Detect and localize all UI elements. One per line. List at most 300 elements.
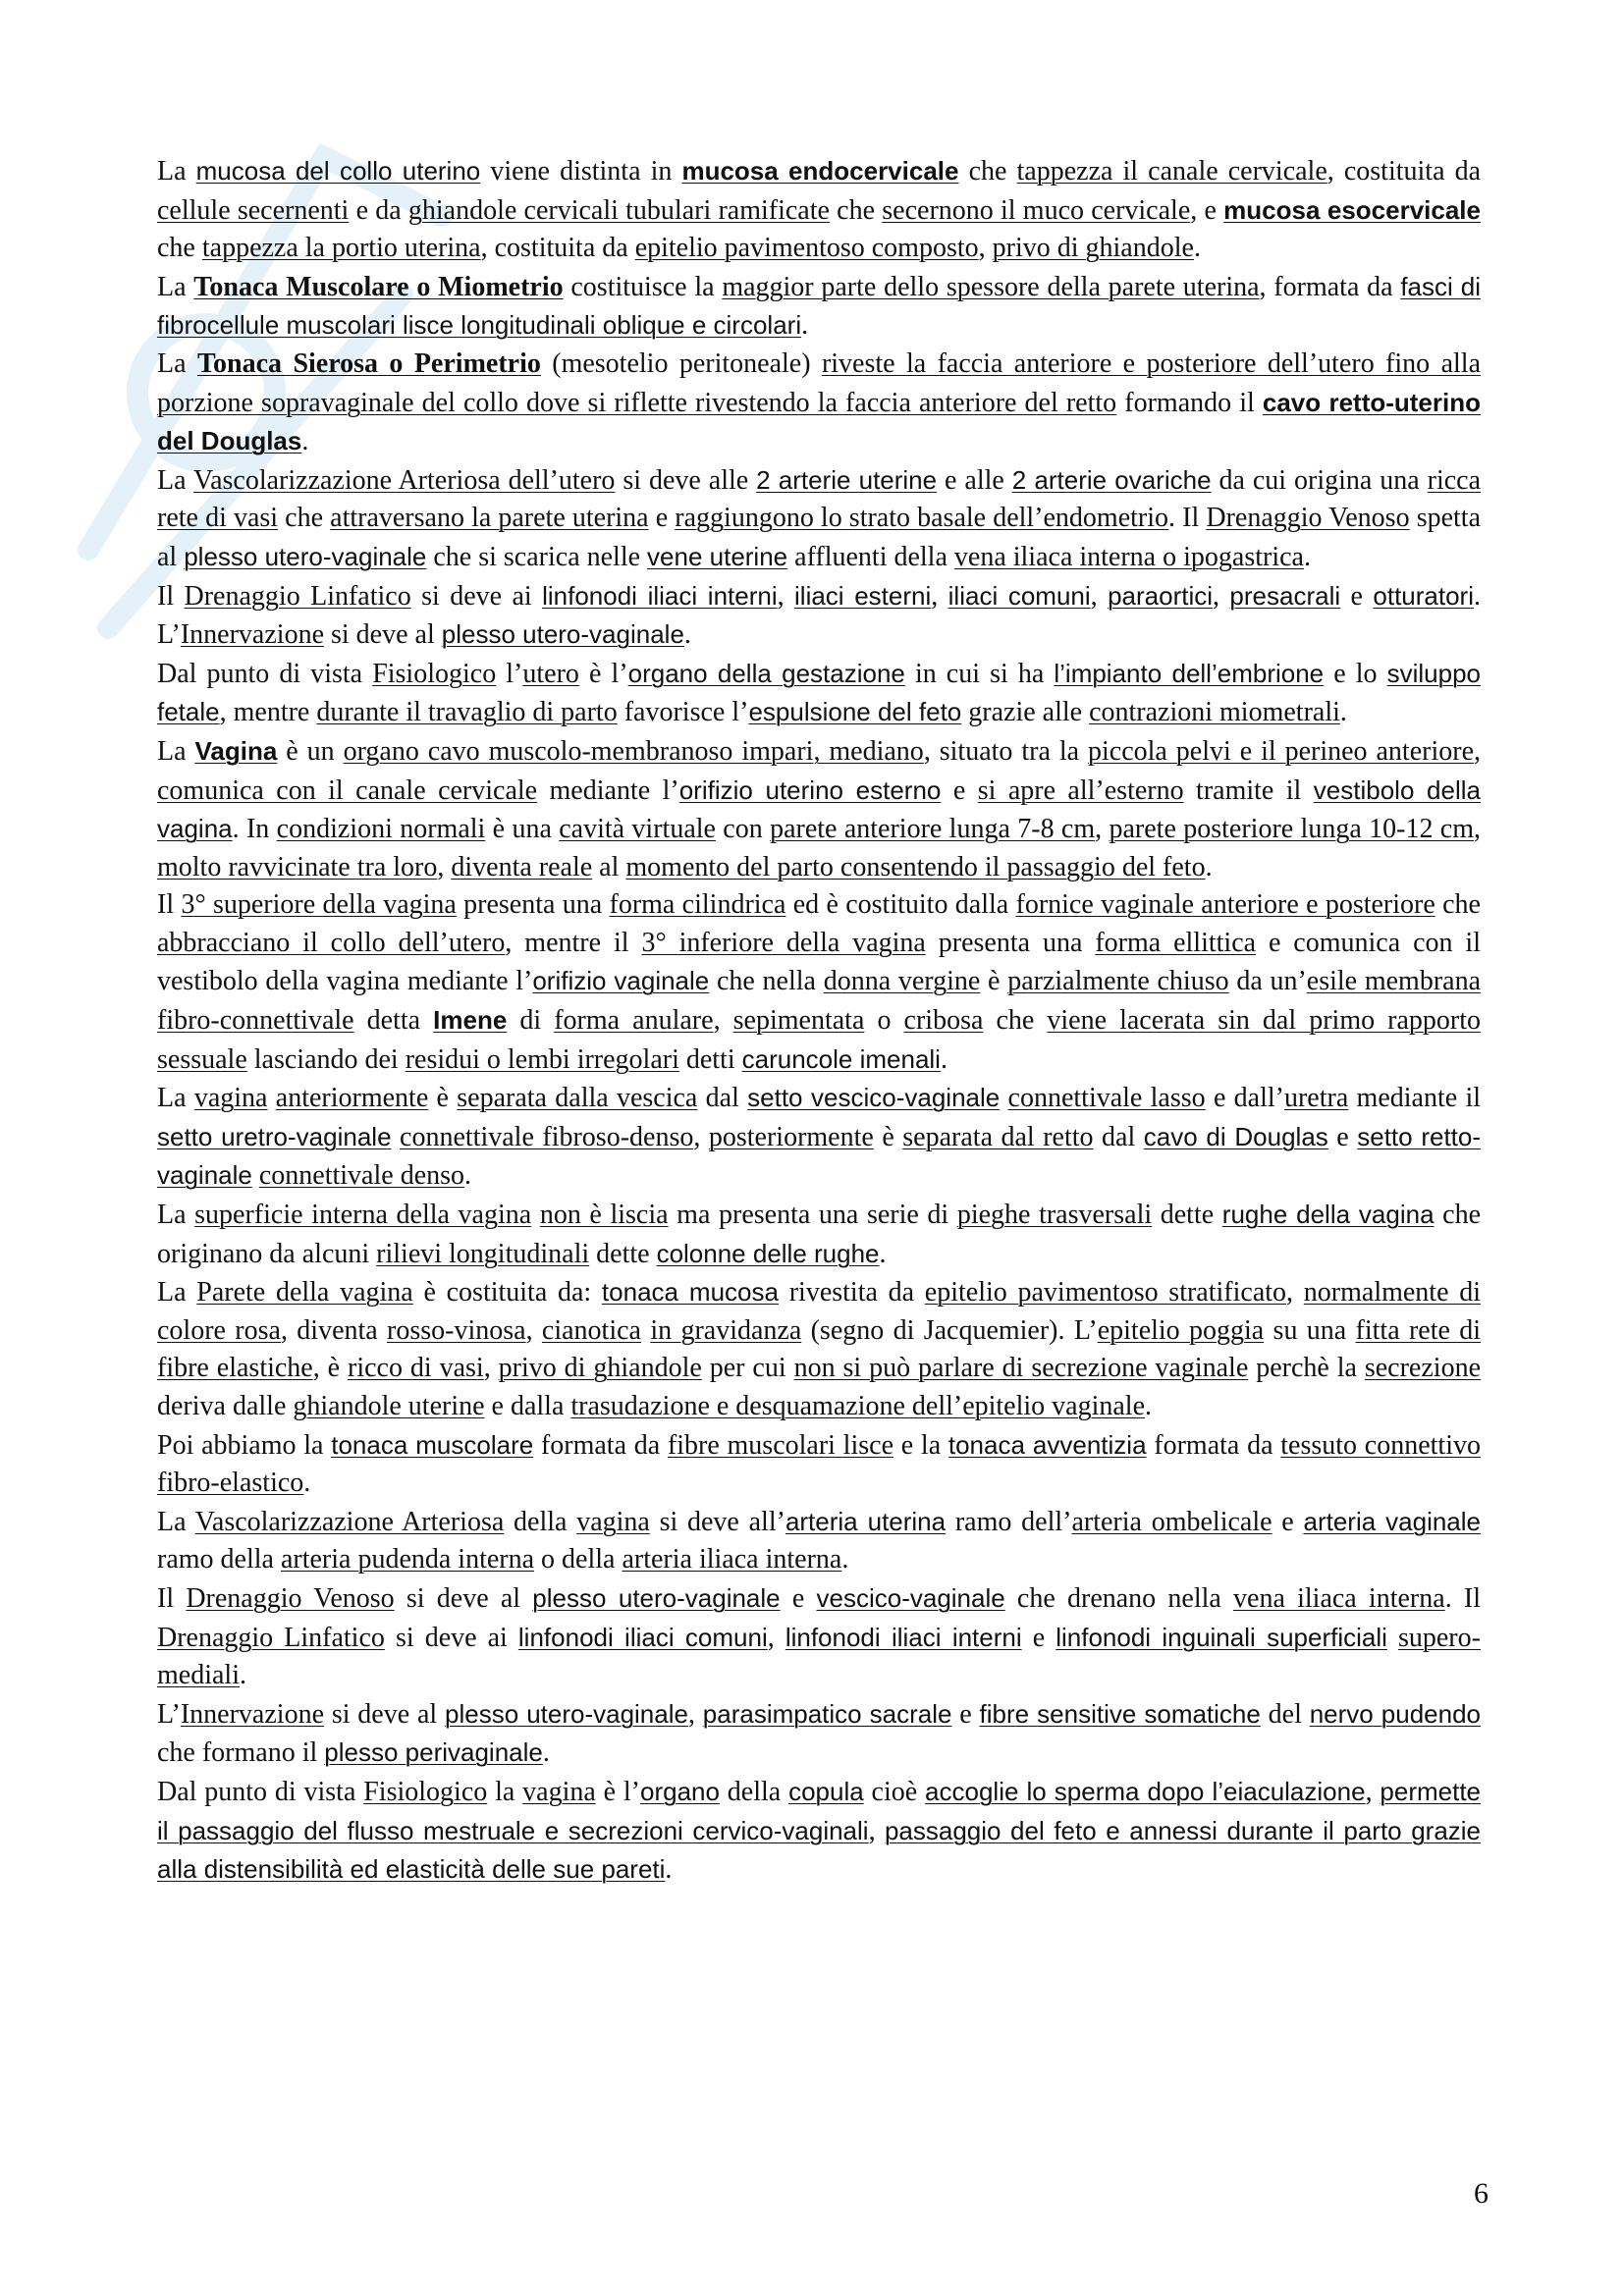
underlined-term: epitelio poggia [1097,1314,1265,1346]
paragraph [157,1579,1481,1695]
text-run: l’ [496,658,523,689]
underlined-term: donna vergine [823,966,981,997]
text-run: Il [157,1582,187,1614]
underlined-term: vena iliaca interna o ipogastrica [953,541,1304,572]
text-run [252,1160,259,1191]
text-run: o della [534,1544,623,1575]
text-run: della [719,1776,789,1807]
text-run: dal [697,1083,748,1114]
text-run: La [157,156,196,187]
text-run: e lo [1324,658,1387,689]
underlined-term: Drenaggio Linfatico [157,1622,385,1653]
text-run: ramo dell’ [946,1506,1072,1537]
text-run: presenta una [925,927,1096,958]
underlined-term: superficie interna della vagina [194,1200,532,1231]
text-run: formando il [1116,387,1263,418]
text-run: , è [312,1353,349,1384]
underlined-term: presacrali [1229,580,1341,611]
text-run: , costituita da [480,233,635,264]
underlined-term: non è liscia [539,1200,669,1231]
text-run: è [980,966,1008,997]
underlined-term: ricca rete di vasi [157,464,1482,534]
page-number: 6 [1474,2177,1489,2210]
underlined-term: vagina [522,1776,596,1807]
underlined-term: Tonaca Sierosa o Perimetrio [196,347,541,379]
text-run [267,1083,275,1113]
text-run [531,1200,540,1230]
underlined-term: parasimpatico sacrale [702,1698,952,1729]
text-run: , [1090,580,1109,612]
text-run: e comunica con il vestibolo della vagina mediante l’ [157,927,1481,997]
text-run: e [1340,580,1374,612]
text-run: dal [1093,1121,1144,1152]
paragraph [157,1426,1481,1503]
underlined-term: organo cavo muscolo-membranoso impari, mediano [343,735,924,767]
underlined-term: nervo pudendo [1309,1698,1481,1729]
underlined-term: linfonodi iliaci interni [542,580,778,611]
underlined-term: separata dal retto [902,1121,1094,1152]
underlined-term: rosso-vinosa [387,1314,526,1346]
text-run: Poi abbiamo la [157,1429,332,1461]
underlined-term: copula [788,1776,864,1806]
text-run: . L’ [157,580,1481,651]
text-run: (segno di Jacquemier). L’ [801,1314,1098,1346]
text-run: e dall’ [1205,1083,1284,1114]
text-run: Il [157,580,185,612]
text-run: al [592,851,626,882]
text-run: mediante l’ [537,774,679,806]
underlined-term: tessuto connettivo fibro-elastico [157,1429,1481,1499]
underlined-term: tappezza la portio uterina [201,233,481,264]
underlined-term: cavo di Douglas [1143,1121,1328,1151]
underlined-term: Tonaca Muscolare o Miometrio [193,271,564,302]
underlined-term: sepimentata [732,1005,865,1037]
text-run: della [504,1506,577,1537]
underlined-term: contrazioni miometrali [1089,697,1340,728]
underlined-term: forma ellittica [1095,927,1257,958]
underlined-term: molto ravvicinate tra loro [157,851,438,882]
text-run: si deve all’ [649,1506,785,1537]
underlined-term: supero-mediali [157,1622,1481,1691]
underlined-term: Innervazione [180,1698,324,1730]
text-run: mediante il [1348,1083,1482,1114]
underlined-term: si apre all’esterno [977,774,1184,806]
underlined-term: residui o lembi irregolari [405,1043,679,1075]
text-run: , situato tra la [923,735,1088,767]
underlined-term: utero [522,658,579,689]
text-run: che formano il [157,1737,325,1769]
paragraph [157,346,1481,461]
underlined-term: tappezza il canale cervicale [1016,156,1327,187]
paragraph [157,886,1481,1079]
underlined-term: tonaca muscolare [331,1429,534,1460]
text-run: . [841,1544,849,1575]
text-run: spetta al [157,503,1482,572]
text-run: , [1286,1277,1304,1308]
text-run: detti [678,1043,742,1075]
text-run: . [1339,697,1347,728]
underlined-term: connettivale fibroso-denso [400,1121,694,1152]
underlined-term: mucosa esocervicale [1223,194,1481,225]
text-run: , [931,580,948,612]
text-run: , mentre il [505,927,642,958]
text-run: ramo della [157,1544,281,1575]
underlined-term: forma anulare [554,1005,714,1037]
text-run: di [507,1005,555,1037]
underlined-term: Drenaggio Venoso [1206,503,1410,534]
underlined-term: ricco di vasi [348,1353,484,1384]
text-run: e [1272,1506,1304,1537]
text-run: presenta una [456,889,610,921]
text-run: e [780,1582,817,1614]
text-run: è l’ [578,658,628,689]
text-run: che nella [709,966,824,997]
underlined-term: fibre sensitive somatiche [979,1698,1261,1729]
underlined-term: anteriormente [275,1083,429,1114]
underlined-term: accoglie lo sperma dopo l’eiaculazione [925,1776,1366,1806]
paragraph [157,1773,1481,1890]
text-run: . [303,1468,311,1499]
underlined-term: attraversano la parete uterina [330,503,649,534]
underlined-term: Imene [433,1005,508,1036]
underlined-term: separata dalla vescica [457,1083,698,1114]
text-run: , [1474,735,1481,767]
text-run: , [437,851,452,882]
underlined-term: durante il travaglio di parto [316,697,618,728]
text-run: perchè la [1248,1353,1365,1384]
underlined-term: cavità virtuale [559,814,716,845]
text-run: si deve alle [615,464,757,496]
text-run: Il [157,889,182,921]
text-run: . [301,426,309,457]
underlined-term: parete anteriore lunga 7-8 cm [770,814,1096,845]
underlined-term: ghiandole cervicali tubulari ramificate [407,194,830,226]
text-run [392,1122,401,1152]
text-run: e alle [937,464,1012,496]
text-run: che [157,233,202,264]
underlined-term: secrezione [1364,1353,1481,1384]
underlined-term: Vagina [194,735,278,766]
text-run: che [278,503,331,534]
paragraph [157,1273,1481,1425]
text-run: e [648,503,676,534]
text-run: , [777,580,795,612]
text-run: , e [1190,194,1224,226]
text-run: del [1260,1698,1310,1730]
text-run: . [239,1660,246,1691]
paragraph [157,1695,1481,1773]
underlined-term: 2 arterie ovariche [1011,464,1212,495]
text-run: è [873,1121,903,1152]
underlined-term: uretra [1283,1083,1349,1114]
underlined-term: colonne delle rughe [656,1238,880,1268]
underlined-term: Innervazione [180,619,324,651]
underlined-term: passaggio del feto e annessi durante il parto grazie alla distensibilità ed elasticità delle sue pareti [157,1815,1482,1885]
underlined-term: sviluppo fetale [157,658,1481,727]
text-run: . [464,1160,472,1192]
paragraph [157,577,1481,655]
underlined-term: tonaca avventizia [947,1429,1147,1460]
text-run: da cui origina una [1211,464,1428,496]
text-run: , [978,233,993,264]
underlined-term: orifizio vaginale [532,966,710,996]
text-run: si deve al [324,1698,445,1730]
text-run: , mentre [219,697,317,728]
underlined-term: otturatori [1373,580,1474,611]
underlined-term: setto vescico-vaginale [747,1083,1001,1113]
paragraph [157,152,1481,268]
text-run: . In [232,814,277,845]
text-run: per cui [701,1353,794,1384]
paragraph [157,1079,1481,1196]
text-run: . [665,1854,673,1886]
text-run: , [483,1353,499,1384]
underlined-term: esile membrana fibro-connettivale [157,966,1481,1037]
underlined-term: espulsione del feto [748,697,962,727]
text-run: , [693,1121,709,1152]
text-run: in cui si ha [904,658,1055,689]
text-run: cioè [863,1776,926,1807]
text-run: La [157,464,193,496]
text-run [1387,1623,1398,1653]
paragraph [157,268,1481,346]
underlined-term: normalmente di colore rosa [157,1277,1482,1346]
underlined-term: 2 arterie uterine [756,464,938,495]
underlined-term: arteria iliaca interna [622,1544,842,1575]
text-run: , [1365,1776,1380,1807]
underlined-term: ghiandole uterine [293,1391,485,1421]
text-run: che drenano nella [1004,1582,1234,1614]
text-run: , [767,1622,785,1653]
text-run: , [687,1698,703,1730]
underlined-term: plesso utero-vaginale [532,1582,781,1613]
paragraph [157,655,1481,732]
text-run: e dalla [484,1391,571,1421]
underlined-term: plesso perivaginale [324,1737,543,1768]
text-run: tramite il [1183,774,1314,806]
underlined-term: Fisiologico [372,658,497,689]
underlined-term: vene uterine [647,541,788,571]
text-run: . [1145,1391,1153,1421]
text-run: dette [589,1238,657,1269]
underlined-term: arteria vaginale [1303,1506,1482,1536]
underlined-term: linfonodi inguinali superficiali [1056,1622,1387,1652]
underlined-term: privo di ghiandole [992,233,1194,264]
underlined-term: vescico-vaginale [816,1582,1005,1613]
text-run: , [868,1815,885,1846]
text-run: . [940,1043,947,1075]
underlined-term: permette il passaggio del flusso mestruale e secrezioni cervico-vaginali [157,1776,1482,1845]
underlined-term: forma cilindrica [609,889,786,921]
text-run: deriva dalle [157,1391,294,1421]
underlined-term: linfonodi iliaci interni [785,1622,1022,1652]
text-run: La [157,1083,194,1114]
underlined-term: arteria pudenda interna [280,1544,535,1575]
underlined-term: epitelio pavimentoso stratificato [924,1277,1287,1308]
underlined-term: cianotica [541,1314,641,1346]
underlined-term: Vascolarizzazione Arteriosa [194,1506,505,1537]
underlined-term: 3° inferiore della vagina [641,927,926,958]
text-run: Dal punto di vista [157,1776,364,1807]
underlined-term: setto retto-vaginale [157,1121,1482,1191]
underlined-term: epitelio pavimentoso composto [634,233,979,264]
document-body [157,152,1481,1890]
text-run: costituisce la [563,271,723,302]
text-run: , formata da [1259,271,1401,302]
text-run: La [157,735,195,767]
text-run: che [1435,889,1481,921]
underlined-term: vena iliaca interna [1233,1582,1445,1614]
text-run: La [157,1200,195,1231]
underlined-term: abbracciano il collo dell’utero [157,927,506,958]
text-run: . [1193,233,1201,264]
text-run: formata da [1146,1429,1281,1461]
text-run: e la [893,1429,948,1461]
text-run: è [428,1083,458,1114]
underlined-term: diventa reale [451,851,593,882]
underlined-term: tonaca mucosa [601,1277,779,1308]
text-run: è una [485,814,560,845]
text-run: grazie alle [961,697,1090,728]
underlined-term: riveste la faccia anteriore e posteriore dell’utero fino alla porzione sopravaginale del collo dove si riflette rivestendo la faccia anteriore del retto [157,347,1481,418]
underlined-term: plesso utero-vaginale [184,541,427,571]
text-run: dette [1152,1200,1222,1231]
text-run: è un [277,735,344,767]
underlined-term: parete posteriore lunga 10-12 cm [1109,814,1475,845]
underlined-term: caruncole imenali [741,1043,941,1074]
underlined-term: mucosa endocervicale [681,156,959,186]
text-run: , [1213,580,1230,612]
text-run: con [715,814,771,845]
paragraph [157,1196,1481,1273]
text-run: affluenti della [787,541,954,572]
text-run: La [157,1506,195,1537]
text-run: e [1021,1622,1056,1653]
text-run: e [951,1698,980,1730]
text-run: che [983,1005,1048,1037]
underlined-term: linfonodi iliaci comuni [517,1622,768,1652]
underlined-term: rilievi longitudinali [376,1238,590,1269]
text-run: favorisce l’ [617,697,749,728]
underlined-term: fasci di fibrocellule muscolari lisce longitudinali oblique e circolari [157,271,1482,341]
text-run: L’ [157,1698,181,1730]
text-run: e [1327,1121,1358,1152]
underlined-term: posteriormente [708,1121,874,1152]
text-run: . [879,1238,887,1269]
underlined-term: organo della gestazione [627,658,905,688]
underlined-term: Parete della vagina [196,1277,413,1308]
underlined-term: condizioni normali [276,814,486,845]
paragraph [157,1503,1481,1579]
underlined-term: fibre muscolari lisce [667,1429,893,1461]
underlined-term: vagina [576,1506,650,1537]
text-run: si deve al [324,619,442,651]
text-run: la [487,1776,523,1807]
text-run: La [157,271,194,302]
text-run: , [713,1005,733,1037]
underlined-term: vagina [193,1083,268,1114]
text-run: si deve al [394,1582,533,1614]
underlined-term: pieghe trasversali [956,1200,1153,1231]
underlined-term: cellule secernenti [157,194,350,226]
underlined-term: fitta rete di fibre elastiche [157,1314,1482,1384]
underlined-term: Drenaggio Venoso [186,1582,395,1614]
underlined-term: setto uretro-vaginale [157,1121,392,1151]
underlined-term: paraortici [1108,580,1214,611]
text-run: , [1095,814,1110,845]
underlined-term: l’impianto dell’embrione [1054,658,1325,688]
text-run: (mesotelio peritoneale) [540,347,822,379]
text-run: da un’ [1228,966,1307,997]
underlined-term: iliaci comuni [947,580,1091,611]
underlined-term: iliaci esterni [794,580,932,611]
text-run: . [1303,541,1311,572]
text-run: . [542,1737,550,1769]
underlined-term: mucosa del collo uterino [195,156,481,186]
text-run: Dal punto di vista [157,658,373,689]
underlined-term: arteria uterina [785,1506,947,1536]
text-run: . [801,310,809,342]
text-run: detta [353,1005,434,1037]
underlined-term: plesso utero-vaginale [441,619,684,650]
text-run: , costituita da [1326,156,1482,187]
underlined-term: arteria ombelicale [1071,1506,1272,1537]
underlined-term: piccola pelvi e il perineo anteriore [1088,735,1474,767]
underlined-term: privo di ghiandole [498,1353,702,1384]
underlined-term: maggior parte dello spessore della parete uterina [722,271,1260,302]
text-run: e da [349,194,408,226]
text-run: su una [1264,1314,1356,1346]
text-run: che [958,156,1017,187]
text-run: si deve ai [410,580,543,612]
underlined-term: 3° superiore della vagina [181,889,457,921]
paragraph [157,732,1481,886]
text-run: ed è costituito dalla [785,889,1016,921]
text-run: si deve ai [384,1622,518,1653]
text-run: , [1474,814,1482,845]
underlined-term: viene lacerata sin dal primo rapporto sessuale [157,1005,1482,1075]
underlined-term: trasudazione e desquamazione dell’epitelio vaginale [570,1391,1146,1421]
underlined-term: comunica con il canale cervicale [157,774,538,806]
text-run: formata da [533,1429,668,1461]
text-run [641,1315,650,1346]
underlined-term: rughe della vagina [1221,1200,1435,1230]
text-run: ma presenta una serie di [668,1200,957,1231]
underlined-term: connettivale denso [258,1160,465,1192]
text-run: che originano da alcuni [157,1200,1482,1269]
text-run: è l’ [595,1776,640,1807]
text-run: che si scarica nelle [426,541,648,572]
text-run: rivestita da [778,1277,925,1308]
text-run: . [1205,851,1213,882]
underlined-term: momento del parto consentendo il passaggio del feto [625,851,1206,882]
underlined-term: Fisiologico [363,1776,488,1807]
text-run: o [864,1005,904,1037]
underlined-term: plesso utero-vaginale [445,1698,688,1729]
text-run: La [157,1277,197,1308]
text-run: . Il [1444,1582,1482,1614]
underlined-term: orifizio uterino esterno [678,774,942,805]
text-run: e [941,774,978,806]
text-run: , diventa [280,1314,388,1346]
underlined-term: cavo retto-uterino del Douglas [157,387,1481,456]
underlined-term: parzialmente chiuso [1007,966,1229,997]
text-run: lasciando dei [246,1043,406,1075]
underlined-term: Drenaggio Linfatico [184,580,411,612]
text-run: . Il [1168,503,1207,534]
underlined-term: fornice vaginale anteriore e posteriore [1015,889,1435,921]
text-run: . [683,619,691,651]
